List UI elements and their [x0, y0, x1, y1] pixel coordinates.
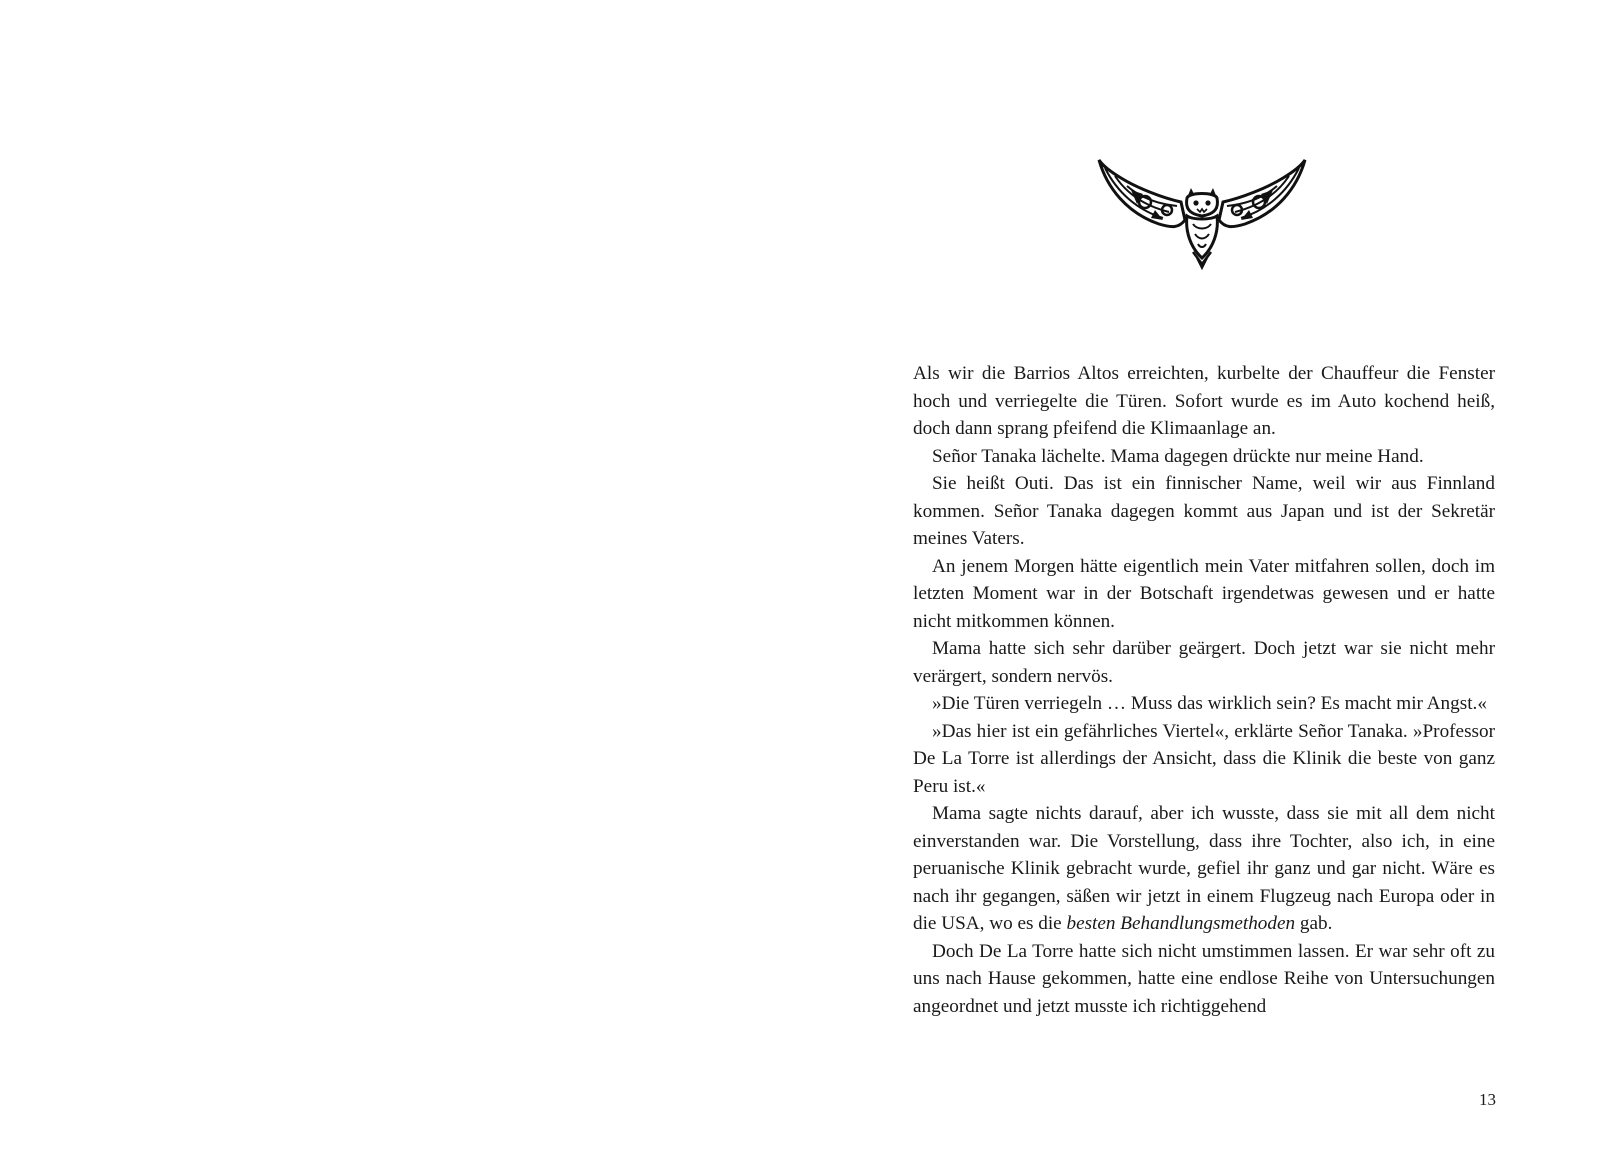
paragraph: »Die Türen verriegeln … Muss das wirklich sein? Es macht mir Angst.« — [932, 693, 1487, 714]
paragraph: Als wir die Barrios Altos erreichten, kurbelte der Chauffeur die Fenster hoch und verriegelte die Türen. Sofort wurde es im Auto kochend heiß, doch dann sprang pfeifend die Klimaanlage an. — [913, 363, 1495, 439]
paragraph — [913, 800, 1495, 938]
paragraph: Doch De La Torre hatte sich nicht umstimmen lassen. Er war sehr oft zu uns nach Hause gekommen, hatte eine endlose Reihe von Untersuchungen angeordnet und jetzt musste ich richtiggehend — [913, 940, 1495, 1017]
paragraph: An jenem Morgen hätte eigentlich mein Vater mitfahren sollen, doch im letzten Moment war in der Botschaft irgendetwas gewesen und er hatte nicht mitkommen können. — [913, 555, 1495, 632]
italic-emphasis: besten Behandlungsmethoden — [1066, 913, 1296, 934]
paragraph: »Das hier ist ein gefährliches Viertel«, erklärte Señor Tanaka. »Professor De La Torre ist allerdings der Ansicht, dass die Klinik die beste von ganz Peru ist.« — [913, 720, 1495, 797]
paragraph: Señor Tanaka lächelte. Mama dagegen drückte nur meine Hand. — [932, 445, 1424, 467]
text-run: Mama sagte nichts darauf, aber ich wusste, dass sie mit all dem nicht einverstanden war. Die Vorstellung, dass ihre Tochter, also ich, in eine peruanische Klinik gebracht wurde, gefiel ihr ganz und gar nicht. Wäre es nach ihr gegangen, säßen wir jetzt in einem Flugzeug nach Europa oder in die USA, wo es die — [913, 803, 1495, 934]
paragraph: Sie heißt Outi. Das ist ein finnischer Name, weil wir aus Finnland kommen. Señor Tanaka dagegen kommt aus Japan und ist der Sekretär meines Vaters. — [913, 473, 1495, 549]
body-text — [913, 360, 1495, 1020]
paragraph: Mama hatte sich sehr darüber geärgert. Doch jetzt war sie nicht mehr verärgert, sondern nervös. — [913, 638, 1495, 687]
page-number: 13 — [1479, 1090, 1496, 1109]
text-run: gab. — [1295, 913, 1333, 934]
bat-emblem-icon — [1097, 158, 1307, 270]
